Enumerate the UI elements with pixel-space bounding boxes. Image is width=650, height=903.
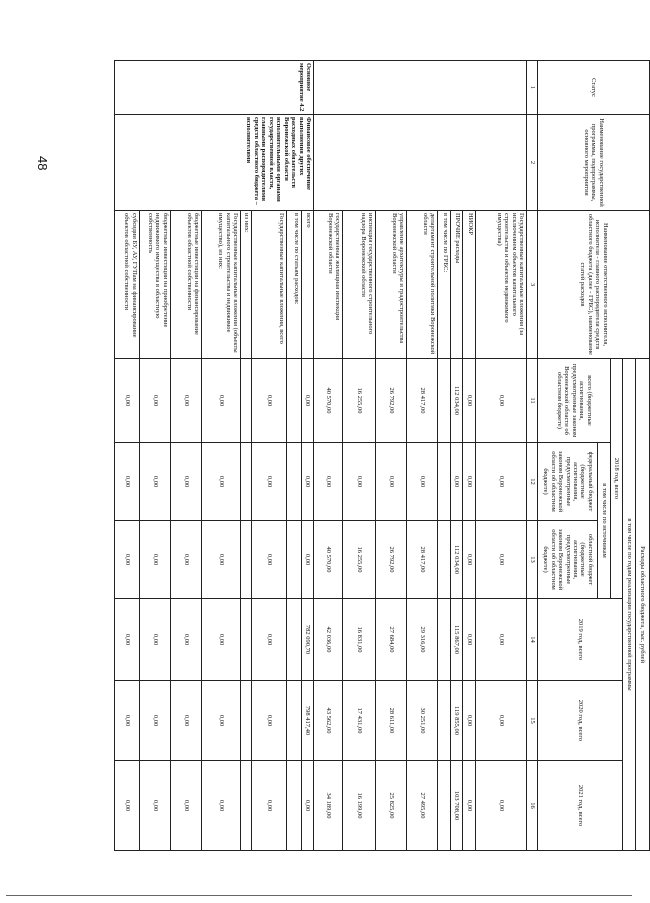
row-value [241, 599, 252, 681]
row-value: 0,00 [252, 521, 287, 599]
row-label: бюджетные инвестиции на приобретение недвижимого имущества в областную собственность [139, 211, 170, 359]
row-value: 27 495,00 [407, 761, 438, 851]
col-num: 3 [527, 211, 538, 359]
row-value: 0,00 [115, 359, 140, 443]
row-value: 0,00 [463, 443, 475, 521]
row-label: департамент строительной политики Воронежской области [407, 211, 438, 359]
row-label: Государственные капитальные вложения (объекты капитального строительства и недвижимое имущество), из них: [201, 211, 240, 359]
row-value: 0,00 [301, 359, 313, 443]
row-value: 42 036,00 [314, 599, 343, 681]
row-value: 17 431,00 [343, 681, 376, 761]
row-value: 0,00 [463, 359, 475, 443]
row-value: 28 611,00 [376, 681, 407, 761]
row-value: 25 825,00 [376, 761, 407, 851]
col-num: 16 [527, 761, 538, 851]
row-value: 0,00 [475, 443, 527, 521]
row-value: 16 255,00 [343, 359, 376, 443]
row-value: 0,00 [139, 599, 170, 681]
row-label: инспекция государственного строительного надзора Воронежской области [343, 211, 376, 359]
col-num: 14 [527, 599, 538, 681]
row-value: 0,00 [139, 443, 170, 521]
row-value: 0,00 [475, 681, 527, 761]
row-value: 34 189,00 [314, 761, 343, 851]
row-label: субсидии БУ, АУ, ГУПам на финансирование объектов областной собственности [115, 211, 140, 359]
block-program-name: Финансовое обеспечение выполнения других расходных обязательств Воронежской области исполнительными органами государственной власти, главными распорядителями средств областного бюджета – исполнителями [115, 115, 314, 211]
row-value: 0,00 [301, 521, 313, 599]
row-value: 0,00 [115, 681, 140, 761]
row-value: 0,00 [301, 761, 313, 851]
row-label: Государственные капитальные вложения (за исключением объектов капитального строительства и объектов недвижимого имущества) [475, 211, 527, 359]
header-all-sources: всего (бюджетные ассигнования, предусмотренные законом Воронежской области об областном бюджете) [538, 359, 610, 443]
row-value: 798 417,40 [301, 681, 313, 761]
row-value: 0,00 [201, 681, 240, 761]
row-value: 29 316,00 [407, 599, 438, 681]
row-value: 0,00 [376, 443, 407, 521]
row-value: 0,00 [252, 443, 287, 521]
row-value: 782 090,70 [301, 599, 313, 681]
row-value [438, 521, 450, 599]
row-value: 16 255,00 [343, 521, 376, 599]
column-numbers-row [527, 61, 538, 851]
header-sources: в том числе по источникам [598, 443, 610, 599]
col-num: 2 [527, 115, 538, 211]
col-num: 15 [527, 681, 538, 761]
row-value: 26 792,00 [376, 359, 407, 443]
header-status: Статус [538, 61, 650, 115]
row-value: 0,00 [463, 681, 475, 761]
header-federal: федеральный бюджет (бюджетные ассигнования, предусмотренные законом Воронежской области об областном бюджете) [538, 443, 598, 521]
row-value [241, 521, 252, 599]
row-value: 0,00 [314, 443, 343, 521]
row-value: 28 417,00 [407, 521, 438, 599]
row-label: управление архитектуры и градостроительства Воронежской области [376, 211, 407, 359]
row-value [241, 443, 252, 521]
block-a-rows [314, 61, 527, 851]
row-name-empty [314, 115, 527, 211]
row-value [438, 599, 450, 681]
row-value [287, 681, 301, 761]
row-status-empty [314, 61, 527, 115]
table-row [301, 61, 313, 851]
row-value: 0,00 [201, 761, 240, 851]
row-value [438, 681, 450, 761]
row-value: 0,00 [475, 599, 527, 681]
row-value: 0,00 [252, 761, 287, 851]
row-value: 0,00 [170, 761, 201, 851]
row-value [287, 521, 301, 599]
row-value: 112 034,00 [450, 359, 462, 443]
header-2020: 2020 год, всего [538, 681, 623, 761]
row-value: 26 792,00 [376, 521, 407, 599]
row-value: 40 570,00 [314, 359, 343, 443]
row-label: из них: [241, 211, 252, 359]
row-label: ПРОЧИЕ расходы [450, 211, 462, 359]
row-label: НИОКР [463, 211, 475, 359]
row-value: 0,00 [170, 521, 201, 599]
row-value: 112 034,00 [450, 521, 462, 599]
header-expenses: Расходы областного бюджета, тыс. рублей [635, 359, 649, 851]
row-value [438, 761, 450, 851]
row-value: 0,00 [407, 443, 438, 521]
row-label: в том числе по ГРБС: [438, 211, 450, 359]
row-value [241, 359, 252, 443]
row-value: 0,00 [139, 359, 170, 443]
row-value: 0,00 [463, 761, 475, 851]
row-value: 0,00 [139, 681, 170, 761]
header-program-name: Наименование государственной программы, подпрограммы, основного мероприятия [538, 115, 650, 211]
row-value: 40 570,00 [314, 521, 343, 599]
col-num: 12 [527, 443, 538, 521]
row-value: 0,00 [201, 521, 240, 599]
row-value: 0,00 [139, 521, 170, 599]
row-value: 0,00 [201, 443, 240, 521]
row-value: 43 562,00 [314, 681, 343, 761]
row-value: 0,00 [475, 359, 527, 443]
row-value: 0,00 [475, 521, 527, 599]
row-value: 0,00 [343, 443, 376, 521]
row-value: 0,00 [139, 761, 170, 851]
row-value [287, 359, 301, 443]
bottom-rule [6, 895, 632, 896]
row-label: в том числе по статьям расходов: [287, 211, 301, 359]
row-value: 27 684,00 [376, 599, 407, 681]
row-value: 0,00 [201, 359, 240, 443]
row-value [241, 681, 252, 761]
row-value: 0,00 [201, 599, 240, 681]
row-label: государственная жилищная инспекция Воронежской области [314, 211, 343, 359]
col-num: 1 [527, 61, 538, 115]
col-num: 13 [527, 521, 538, 599]
row-value: 0,00 [475, 761, 527, 851]
header-2021: 2021 год, всего [538, 761, 623, 851]
row-value: 0,00 [170, 681, 201, 761]
col-num: 11 [527, 359, 538, 443]
row-value: 30 251,00 [407, 681, 438, 761]
row-value: 0,00 [252, 359, 287, 443]
row-value: 103 708,00 [450, 761, 462, 851]
row-value: 0,00 [252, 599, 287, 681]
block-b-rows [115, 61, 314, 851]
row-value [287, 761, 301, 851]
header-regional: областной бюджет (бюджетные ассигнования, предусмотренные законом Воронежской области об областном бюджете) [538, 521, 598, 599]
row-value: 0,00 [170, 359, 201, 443]
page-number: 48 [35, 156, 50, 171]
row-value: 16 199,00 [343, 761, 376, 851]
row-value: 115 867,00 [450, 599, 462, 681]
budget-table [114, 60, 650, 850]
row-value: 0,00 [115, 443, 140, 521]
row-value: 0,00 [252, 681, 287, 761]
row-value: 0,00 [170, 599, 201, 681]
block-status: Основное мероприятие 4.2 [115, 61, 314, 115]
row-label: Государственные капитальные вложения, всего [252, 211, 287, 359]
row-value: 0,00 [115, 521, 140, 599]
row-label: всего [301, 211, 313, 359]
header-executor: Наименование ответственного исполнителя, исполнителя - главного распорядителя средств областного бюджета (далее - ГРБС), наименование статей расходов [538, 211, 650, 359]
table-row [475, 61, 527, 851]
row-value: 0,00 [115, 761, 140, 851]
row-label: бюджетные инвестиции на финансирование объектов областной собственности [170, 211, 201, 359]
row-value: 28 417,00 [407, 359, 438, 443]
row-value: 0,00 [115, 599, 140, 681]
row-value: 16 831,00 [343, 599, 376, 681]
row-value: 0,00 [170, 443, 201, 521]
row-value: 0,00 [301, 443, 313, 521]
header-2019: 2019 год, всего [538, 599, 623, 681]
header-by-years: в том числе по годам реализации государственной программы [623, 359, 635, 851]
header-2018: 2018 год, всего [610, 359, 622, 599]
row-value [241, 761, 252, 851]
row-value [438, 443, 450, 521]
row-value: 0,00 [463, 521, 475, 599]
row-value [287, 599, 301, 681]
row-value: 119 855,00 [450, 681, 462, 761]
row-value [287, 443, 301, 521]
row-value [438, 359, 450, 443]
row-value: 0,00 [450, 443, 462, 521]
row-value: 0,00 [463, 599, 475, 681]
